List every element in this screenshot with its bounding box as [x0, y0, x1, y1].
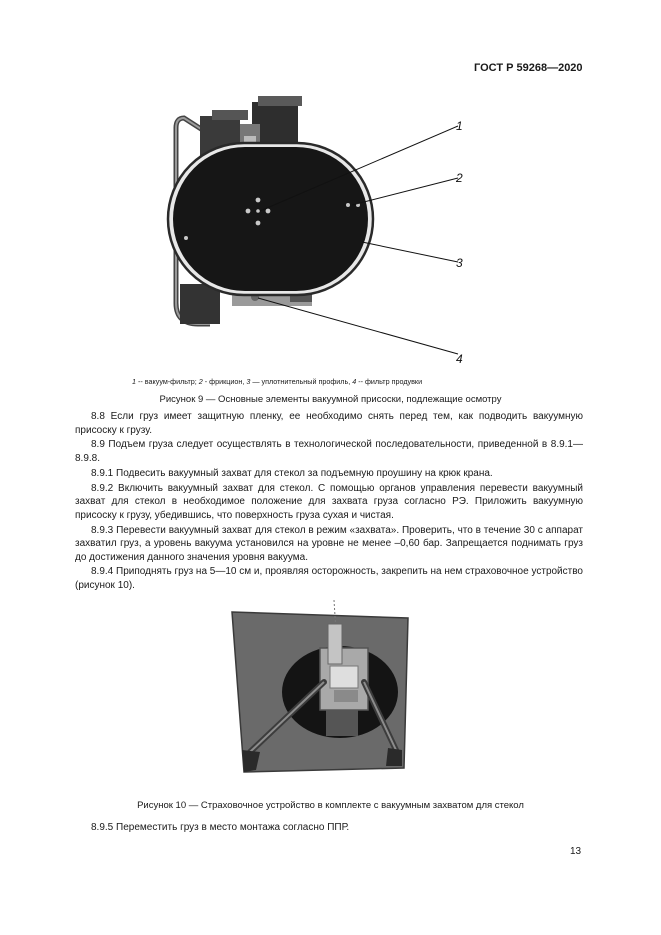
- legend-num-3: 3: [246, 377, 251, 386]
- legend-text-4: -- фильтр продувки: [356, 377, 423, 386]
- legend-text-3: — уплотнительный профиль,: [250, 377, 353, 386]
- figure-9-drawing: [140, 88, 480, 370]
- callout-labels: [455, 119, 463, 366]
- legend-num-1: 1: [132, 377, 136, 386]
- legend-text-1: -- вакуум-фильтр;: [136, 377, 199, 386]
- legend-text-2: - фрикцион,: [202, 377, 247, 386]
- legend-num-2: 2: [198, 377, 203, 386]
- callout-3: 3: [456, 256, 463, 270]
- paragraph-8-9-2: 8.9.2 Включить вакуумный захват для стекол. С помощью органов управления перевести вакуумный захват для стекол в необходимое положение для захвата груза согласно РЭ. Приложить вакуумную присоску к грузу, убедившись, что поверхность груза сухая и чистая.: [75, 482, 583, 521]
- body-text: [75, 410, 583, 594]
- callout-4: 4: [456, 352, 463, 366]
- callout-1: 1: [456, 119, 463, 133]
- paragraph-8-9-4: 8.9.4 Приподнять груз на 5—10 см и, проявляя осторожность, закрепить на нем страховочное устройство (рисунок 10).: [75, 566, 583, 592]
- callout-2: 2: [456, 171, 463, 185]
- paragraph-8-9: 8.9 Подъем груза следует осуществлять в технологической последовательности, приведенной в 8.9.1—8.9.8.: [75, 439, 583, 464]
- paragraph-8-8: 8.8 Если груз имеет защитную пленку, ее необходимо снять перед тем, как подводить вакуумную присоску к грузу.: [75, 411, 583, 436]
- suction-plate: [173, 147, 368, 291]
- corner-clamp-right: [386, 748, 402, 766]
- figure-10-photo: [230, 600, 410, 782]
- figure-9-legend: [132, 377, 532, 386]
- standard-id: ГОСТ Р 59268—2020: [474, 62, 583, 74]
- figure-10-caption: Рисунок 10 — Страховочное устройство в комплекте с вакуумным захватом для стекол: [137, 800, 524, 811]
- page-number: 13: [570, 846, 582, 857]
- legend-num-4: 4: [352, 377, 357, 386]
- paragraph-8-9-1: 8.9.1 Подвесить вакуумный захват для стекол за подъемную проушину на крюк крана.: [91, 467, 493, 479]
- paragraph-8-9-3: 8.9.3 Перевести вакуумный захват для стекол в режим «захвата». Проверить, что в течение 30 с аппарат захватил груз, а уровень вакуума установился на уровне не менее –0,60 бар. Запрещается поднимать груз до достижения данного значения уровня вакуума.: [75, 524, 583, 563]
- paragraph-8-9-5: 8.9.5 Переместить груз в место монтажа согласно ППР.: [91, 822, 350, 833]
- figure-9-caption: Рисунок 9 — Основные элементы вакуумной присоски, подлежащие осмотру: [159, 394, 502, 405]
